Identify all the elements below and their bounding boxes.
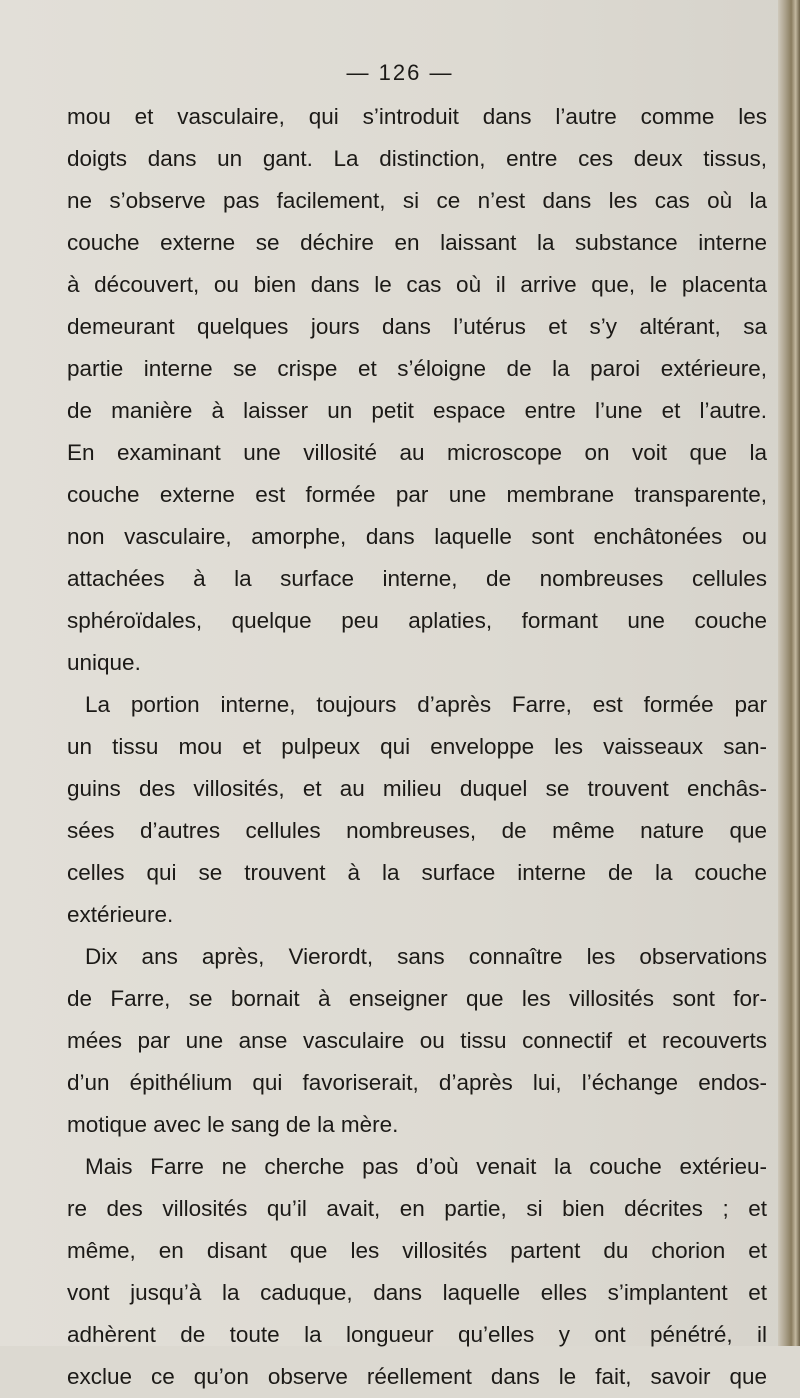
text-line: ne s’observe pas facilement, si ce n’est dans les cas où la xyxy=(67,188,767,213)
text-line: adhèrent de toute la longueur qu’elles y ont pénétré, il xyxy=(67,1322,767,1347)
text-line: un tissu mou et pulpeux qui enveloppe les vaisseaux san- xyxy=(67,734,767,759)
text-line: Mais Farre ne cherche pas d’où venait la couche extérieu- xyxy=(85,1154,767,1179)
text-line: à découvert, ou bien dans le cas où il arrive que, le placenta xyxy=(67,272,767,297)
text-line: attachées à la surface interne, de nombreuses cellules xyxy=(67,566,767,591)
text-line: celles qui se trouvent à la surface interne de la couche xyxy=(67,860,767,885)
page-number: — 126 — xyxy=(346,60,454,85)
text-line: sées d’autres cellules nombreuses, de même nature que xyxy=(67,818,767,843)
text-line: sphéroïdales, quelque peu aplaties, formant une couche xyxy=(67,608,767,633)
text-line: couche externe se déchire en laissant la substance interne xyxy=(67,230,767,255)
page-edge xyxy=(778,0,800,1346)
text-line: vont jusqu’à la caduque, dans laquelle elles s’implantent et xyxy=(67,1280,767,1305)
text-line: d’un épithélium qui favoriserait, d’après lui, l’échange endos- xyxy=(67,1070,767,1095)
text-line: re des villosités qu’il avait, en partie, si bien décrites ; et xyxy=(67,1196,767,1221)
text-line: mées par une anse vasculaire ou tissu connectif et recouverts xyxy=(67,1028,767,1053)
text-line: motique avec le sang de la mère. xyxy=(67,1112,399,1137)
text-line: En examinant une villosité au microscope on voit que la xyxy=(67,440,767,465)
text-line: exclue ce qu’on observe réellement dans le fait, savoir que xyxy=(67,1364,767,1389)
text-line: couche externe est formée par une membrane transparente, xyxy=(67,482,767,507)
text-line: partie interne se crispe et s’éloigne de la paroi extérieure, xyxy=(67,356,767,381)
text-line: demeurant quelques jours dans l’utérus et s’y altérant, sa xyxy=(67,314,767,339)
text-line: non vasculaire, amorphe, dans laquelle sont enchâtonées ou xyxy=(67,524,767,549)
text-line: même, en disant que les villosités partent du chorion et xyxy=(67,1238,767,1263)
text-line: doigts dans un gant. La distinction, entre ces deux tissus, xyxy=(67,146,767,171)
text-line: unique. xyxy=(67,650,141,675)
text-line: de Farre, se bornait à enseigner que les villosités sont for- xyxy=(67,986,767,1011)
text-line: mou et vasculaire, qui s’introduit dans l’autre comme les xyxy=(67,104,767,129)
text-line: Dix ans après, Vierordt, sans connaître les observations xyxy=(85,944,767,969)
text-line: extérieure. xyxy=(67,902,174,927)
body-text xyxy=(67,96,767,1398)
text-line: La portion interne, toujours d’après Farre, est formée par xyxy=(85,692,767,717)
text-line: de manière à laisser un petit espace entre l’une et l’autre. xyxy=(67,398,767,423)
text-line: guins des villosités, et au milieu duquel se trouvent enchâs- xyxy=(67,776,767,801)
